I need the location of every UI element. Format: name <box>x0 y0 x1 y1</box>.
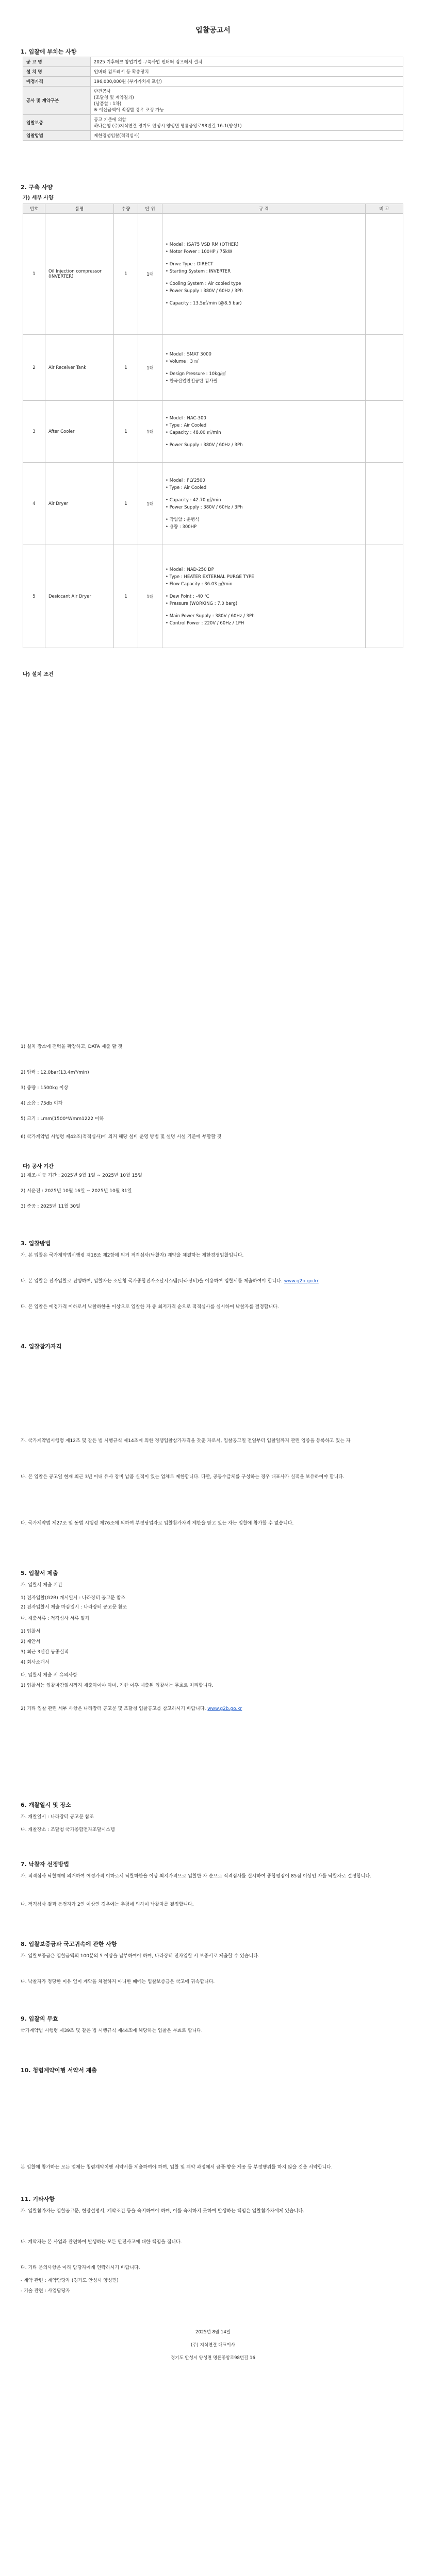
item-qty: 1 <box>114 335 138 401</box>
section-7-para: 가. 적격심사 낙찰제에 의거하여 예정가격 이하로서 낙찰하한율 이상 최저가격으로 입찰한 자 순으로 적격심사를 실시하여 종합평점이 85점 이상인 자를 낙찰자로 결정합니다. <box>21 1874 372 1879</box>
spec-line: • Starting System : INVERTER <box>166 269 231 274</box>
row-value-line: (조달청 및 계약결과) <box>94 95 134 100</box>
section-11-para: 가. 입찰참가자는 입찰공고문, 현장설명서, 계약조건 등을 숙지하여야 하며, 이를 숙지하지 못하여 발생하는 책임은 입찰참가자에게 있습니다. <box>21 2209 304 2214</box>
condition-line: 3) 중량 : 1500kg 이상 <box>21 1086 69 1091</box>
spec-line: • Capacity : 13.5㎥/min (@8.5 bar) <box>166 301 242 306</box>
section-4-para: 다. 국가계약법 제27조 및 동법 시행령 제76조에 의하여 부정당업자로 입찰참가자격 제한을 받고 있는 자는 입찰에 참가할 수 없습니다. <box>21 1521 294 1526</box>
condition-line: 4) 소음 : 75db 이하 <box>21 1101 63 1106</box>
spec-line: • Volume : 3 ㎥ <box>166 359 199 364</box>
spec-line: • 용량 : 300HP <box>166 524 197 530</box>
period-line: 1) 제조·시공 기간 : 2025년 9월 1일 ~ 2025년 10월 15일 <box>21 1173 142 1178</box>
g2b-link[interactable]: www.g2b.go.kr <box>284 1279 319 1284</box>
table-row <box>23 545 403 648</box>
table-header-row <box>23 204 403 214</box>
item-unit: 1대 <box>138 401 162 463</box>
spec-line: • Pressure (WORKING : 7.0 barg) <box>166 601 238 606</box>
col-header: 단 위 <box>138 204 162 214</box>
row-label: 입찰방법 <box>23 131 91 141</box>
item-spec <box>162 463 366 545</box>
period-line: 3) 준공 : 2025년 11월 30일 <box>21 1204 80 1209</box>
item-spec <box>162 545 366 648</box>
section-9-heading: 9. 입찰의 무효 <box>21 2015 58 2022</box>
row-value: 196,000,000원 (부가가치세 포함) <box>91 77 403 87</box>
table-row <box>23 57 403 67</box>
section-3-para: 가. 본 입찰은 국가계약법시행령 제18조 제2항에 의거 적격심사(낙찰자) 계약을 체결하는 제한경쟁입찰입니다. <box>21 1253 244 1258</box>
section-4-para: 가. 국가계약법시행령 제12조 및 같은 법 시행규칙 제14조에 의한 경쟁입찰참가자격을 갖춘 자로서, 입찰공고일 전일부터 입찰일까지 관련 업종을 등록하고 있는 자 <box>21 1438 351 1444</box>
spec-line: • Power Supply : 380V / 60Hz / 3Ph <box>166 289 243 294</box>
section-6-heading: 6. 개찰일시 및 장소 <box>21 1802 71 1808</box>
section-5-line: 다. 입찰서 제출 시 유의사항 <box>21 1673 77 1678</box>
table-row <box>23 67 403 77</box>
row-label: 공사 및 계약구분 <box>23 87 91 115</box>
section-5-line: 2) 제안서 <box>21 1639 41 1645</box>
spec-line: • Main Power Supply : 380V / 60Hz / 3Ph <box>166 613 255 619</box>
row-label: 예정가격 <box>23 77 91 87</box>
item-spec <box>162 335 366 401</box>
section-8-para: 가. 입찰보증금은 입찰금액의 100분의 5 이상을 납부하여야 하며, 나라장터 전자입찰 시 보증서로 제출할 수 있습니다. <box>21 1954 259 1959</box>
issuer-address: 경기도 안성시 양성면 명륜중앙로98번길 16 <box>171 2355 255 2361</box>
row-value <box>91 115 403 131</box>
row-value-line: (납품할 : 1차) <box>94 101 122 107</box>
item-spec <box>162 214 366 335</box>
item-no: 1 <box>23 214 45 335</box>
section-5-line: 1) 전자입찰(G2B) 개시일시 : 나라장터 공고문 참조 <box>21 1596 126 1601</box>
item-note <box>366 335 403 401</box>
row-value-line: 공고 기준에 의함 <box>94 117 126 123</box>
row-label: 입찰보증 <box>23 115 91 131</box>
spec-line: • Model : FLY2500 <box>166 478 205 483</box>
item-name: Desiccant Air Dryer <box>45 545 114 648</box>
item-no: 5 <box>23 545 45 648</box>
spec-subheading: 가) 세부 사양 <box>23 195 54 201</box>
item-note <box>366 545 403 648</box>
col-header: 규 격 <box>162 204 366 214</box>
period-heading: 다) 공사 기간 <box>23 1164 54 1170</box>
item-no: 2 <box>23 335 45 401</box>
item-note <box>366 463 403 545</box>
item-no: 4 <box>23 463 45 545</box>
spec-line: • Drive Type : DIRECT <box>166 262 214 267</box>
section-5-line: 1) 입찰서는 입찰마감일시까지 제출하여야 하며, 기한 이후 제출된 입찰서는 무효로 처리합니다. <box>21 1683 214 1688</box>
section-6-line: 가. 개찰일시 : 나라장터 공고문 참조 <box>21 1815 94 1820</box>
section-3-para <box>21 1278 405 1285</box>
section-7-para: 나. 적격심사 결과 동점자가 2인 이상인 경우에는 추첨에 의하여 낙찰자를 결정합니다. <box>21 1902 194 1907</box>
item-unit: 1대 <box>138 463 162 545</box>
table-row <box>23 131 403 141</box>
section-9-para: 국가계약법 시행령 제39조 및 같은 법 시행규칙 제44조에 해당하는 입찰은 무효로 합니다. <box>21 2028 203 2033</box>
spec-line: • Model : ISA75 VSD RM (OTHER) <box>166 242 239 247</box>
row-value <box>91 87 403 115</box>
section-5-line: 나. 제출서류 : 적격심사 서류 일체 <box>21 1616 90 1621</box>
section-11-para: 나. 계약자는 본 사업과 관련하여 발생하는 모든 안전사고에 대한 책임을 집니다. <box>21 2240 182 2245</box>
para-text: 나. 본 입찰은 전자입찰로 진행하며, 입찰자는 조달청 국가종합전자조달시스템(나라장터)을 이용하여 입찰서를 제출하여야 합니다. <box>21 1279 283 1284</box>
section-3-heading: 3. 입찰방법 <box>21 1240 51 1247</box>
section-2-heading: 2. 구축 사양 <box>21 184 53 191</box>
item-qty: 1 <box>114 401 138 463</box>
row-value-line: 단건공사 <box>94 89 111 94</box>
section-7-heading: 7. 낙찰자 선정방법 <box>21 1861 69 1868</box>
item-note <box>366 214 403 335</box>
item-no: 3 <box>23 401 45 463</box>
spec-line: • 작업압 : 운행식 <box>166 517 200 522</box>
section-8-para: 나. 낙찰자가 정당한 이유 없이 계약을 체결하지 아니한 때에는 입찰보증금은 국고에 귀속합니다. <box>21 1979 215 1985</box>
spec-line: • Model : NAC-300 <box>166 415 206 421</box>
item-qty: 1 <box>114 214 138 335</box>
spec-line: • Type : Air Cooled <box>166 422 207 428</box>
section-8-heading: 8. 입찰보증금과 국고귀속에 관한 사항 <box>21 1941 117 1947</box>
issue-date: 2025년 8월 14일 <box>195 2330 231 2335</box>
spec-line: • Flow Capacity : 36.03 ㎥/min <box>166 581 233 587</box>
item-name: After Cooler <box>45 401 114 463</box>
para-text: 2) 기타 입찰 관련 세부 사항은 나라장터 공고문 및 조달청 입찰공고를 참고하시기 바랍니다. <box>21 1706 206 1711</box>
col-header: 품명 <box>45 204 114 214</box>
spec-line: • 한국산업안전공단 검사필 <box>166 378 218 384</box>
section-10-heading: 10. 청렴계약이행 서약서 제출 <box>21 2067 97 2074</box>
table-row <box>23 77 403 87</box>
item-unit: 1대 <box>138 335 162 401</box>
spec-line: • Motor Power : 100HP / 75kW <box>166 249 233 255</box>
section-5-line: 1) 입찰서 <box>21 1629 41 1634</box>
issuer-org: (주) 지식연결 대표이사 <box>191 2343 235 2348</box>
spec-line: • Dew Point : -40 ℃ <box>166 594 209 599</box>
table-row <box>23 87 403 115</box>
item-spec <box>162 401 366 463</box>
section-5-line: 3) 최근 3년간 동종실적 <box>21 1650 69 1655</box>
spec-line: • Power Supply : 380V / 60Hz / 3Ph <box>166 504 243 510</box>
table-row <box>23 214 403 335</box>
section-4-heading: 4. 입찰참가자격 <box>21 1343 62 1350</box>
g2b-link[interactable]: www.g2b.go.kr <box>207 1706 242 1711</box>
section-5-line: 2) 전자입찰서 제출 마감일시 : 나라장터 공고문 참조 <box>21 1605 127 1610</box>
section-6-line: 나. 개찰장소 : 조달청 국가종합전자조달시스템 <box>21 1827 115 1833</box>
table-row <box>23 463 403 545</box>
item-unit: 1대 <box>138 545 162 648</box>
table-row <box>23 401 403 463</box>
row-value: 인버터 컴프레서 등 확충장치 <box>91 67 403 77</box>
condition-line: 1) 설치 장소에 전력을 확장하고, DATA 제출 할 것 <box>21 1044 123 1049</box>
section-11-para: 다. 기타 문의사항은 아래 담당자에게 연락하시기 바랍니다. <box>21 2265 140 2270</box>
section-11-heading: 11. 기타사항 <box>21 2196 55 2202</box>
section-1-heading: 1. 입찰에 부치는 사항 <box>21 48 77 55</box>
col-header: 번호 <box>23 204 45 214</box>
spec-line: • Design Pressure : 10kg/㎠ <box>166 371 226 377</box>
col-header: 비 고 <box>366 204 403 214</box>
contact-line: - 기술 관련 : 사업담당자 <box>21 2289 70 2294</box>
spec-line: • Model : SMAT 3000 <box>166 351 211 357</box>
table-row <box>23 335 403 401</box>
install-conditions-heading: 나) 설치 조건 <box>23 672 54 677</box>
row-value: 2025 기후테크 창업기업 구축사업 인버터 컴프레서 설치 <box>91 57 403 67</box>
period-line: 2) 시운전 : 2025년 10월 16일 ~ 2025년 10월 31일 <box>21 1189 132 1194</box>
spec-line: • Capacity : 48.00 ㎥/min <box>166 430 221 435</box>
condition-line: 5) 크기 : Lmm(1500*Wmm1222 이하 <box>21 1116 104 1122</box>
condition-line: 2) 압력 : 12.0bar(13.4m³/min) <box>21 1070 89 1075</box>
section-5-line <box>21 1705 405 1713</box>
item-qty: 1 <box>114 545 138 648</box>
section-4-para: 나. 본 입찰은 공고일 현재 최근 3년 이내 유사 장비 납품 실적이 있는 업체로 제한합니다. 다만, 공동수급체를 구성하는 경우 대표사가 실적을 보유하여야 합니다. <box>21 1475 345 1480</box>
item-unit: 1대 <box>138 214 162 335</box>
spec-line: • Type : Air Cooled <box>166 485 207 490</box>
col-header: 수량 <box>114 204 138 214</box>
item-qty: 1 <box>114 463 138 545</box>
spec-line: • Control Power : 220V / 60Hz / 1PH <box>166 620 244 626</box>
row-value-line: 하나은행 (주)지식연결 경기도 안성시 양성면 명륜중앙로98번길 16-1(양성1) <box>94 124 242 129</box>
item-name: Air Dryer <box>45 463 114 545</box>
contact-line: - 계약 관련 : 계약담당자 (경기도 안성시 양성면) <box>21 2278 119 2283</box>
section-5-line: 4) 회사소개서 <box>21 1660 50 1665</box>
spec-line: • Power Supply : 380V / 60Hz / 3Ph <box>166 442 243 448</box>
row-label: 공 고 명 <box>23 57 91 67</box>
section-10-para: 본 입찰에 참가하는 모든 업체는 청렴계약이행 서약서를 제출하여야 하며, 입찰 및 계약 과정에서 금품·향응 제공 등 부정행위를 하지 않을 것을 서약합니다. <box>21 2165 333 2170</box>
section-5-line: 가. 입찰서 제출 기간 <box>21 1583 62 1588</box>
table-row <box>23 115 403 131</box>
spec-table <box>23 204 403 648</box>
item-name: Oil Injection compressor (INVERTER) <box>45 214 114 335</box>
item-name: Air Receiver Tank <box>45 335 114 401</box>
document-title: 입찰공고서 <box>195 26 231 35</box>
condition-line: 6) 국가계약법 시행령 제42조(적격심사)에 의거 해당 설비 운영 방법 및 설명 시설 기준에 부합할 것 <box>21 1134 222 1140</box>
row-value: 제한경쟁입찰(적격심사) <box>91 131 403 141</box>
section-5-heading: 5. 입찰서 제출 <box>21 1570 58 1577</box>
spec-line: • Cooling System : Air cooled type <box>166 281 241 286</box>
spec-line: • Capacity : 42.70 ㎥/min <box>166 497 221 503</box>
row-value-line: ※ 예산금액이 적정할 경우 조정 가능 <box>94 108 164 113</box>
section-3-para: 다. 본 입찰은 예정가격 이하로서 낙찰하한율 이상으로 입찰한 자 중 최저가격 순으로 적격심사를 실시하여 낙찰자를 결정합니다. <box>21 1304 279 1310</box>
spec-line: • Type : HEATER EXTERNAL PURGE TYPE <box>166 574 254 580</box>
bid-info-table <box>23 57 403 141</box>
item-note <box>366 401 403 463</box>
row-label: 설 치 명 <box>23 67 91 77</box>
spec-line: • Model : NAD-250 DP <box>166 567 214 572</box>
